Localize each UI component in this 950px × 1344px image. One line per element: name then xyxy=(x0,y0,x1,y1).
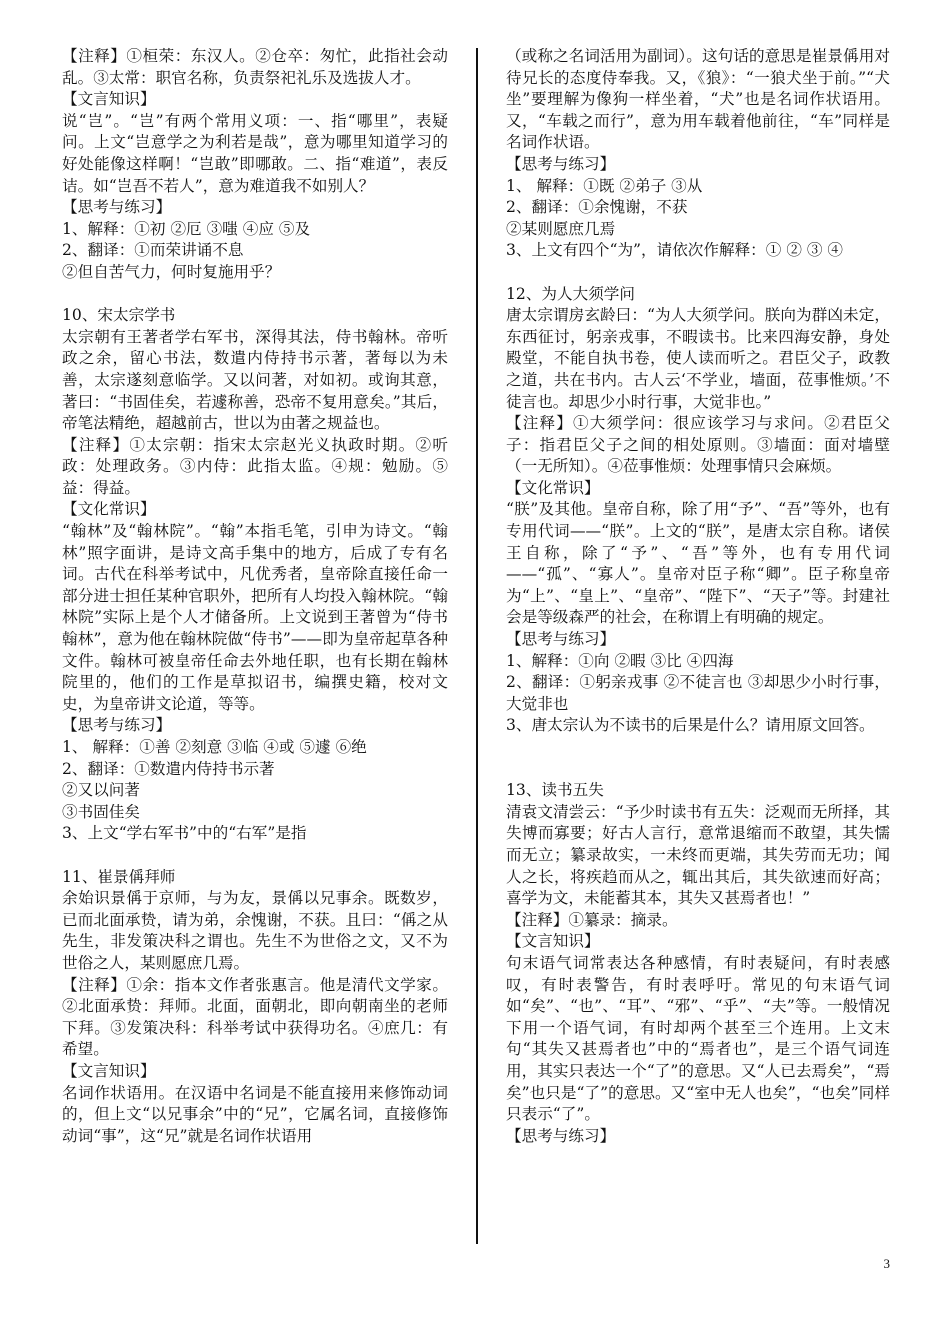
article-text: 唐太宗谓房玄龄曰：“为人大须学问。朕向为群凶未定，东西征讨，躬亲戎事，不暇读书。比来四海安静，身处殿堂，不能自执书卷，使人读而听之。君臣父子，政教之道，共在书内。古人云‘不学业，墙面，莅事惟烦。’不徒言也。却思少小时行事，大觉非也。” xyxy=(506,306,890,411)
exercise-line: 3、唐太宗认为不读书的后果是什么？请用原文回答。 xyxy=(506,716,875,735)
exercise-line: 2、翻译：①而荣讲诵不息 xyxy=(62,241,244,260)
paragraph: （或称之名词活用为副词）。这句话的意思是崔景偁用对待兄长的态度侍奉我。又，《狼》：“一狼犬坐于前。”“犬坐”要理解为像狗一样坐着，“犬”也是名词作状语用。又，“车载之而行”，意为用车载着他前往，“车”同样是名词作状语。 xyxy=(506,47,890,152)
article-title: 10、宋太宗学书 xyxy=(62,306,176,325)
section-heading: 【文言知识】 xyxy=(62,90,156,109)
paragraph: “朕”及其他。皇帝自称，除了用“予”、“吾”等外，也有专用代词——“朕”。上文的“朕”，是唐太宗自称。诸侯王自称，除了“予”、“吾”等外，也有专用代词——“孤”、“寡人”。皇帝对臣子称“卿”。臣子称皇帝为“上”、“皇上”、“皇帝”、“陛下”、“天子”等。封建社会是等级森严的社会，在称谓上有明确的规定。 xyxy=(506,500,890,627)
right-column xyxy=(506,46,890,1147)
section-heading: 【思考与练习】 xyxy=(506,154,616,173)
left-column xyxy=(62,46,448,1147)
spacer xyxy=(506,759,890,781)
section-heading: 【文言知识】 xyxy=(506,932,600,951)
article-text: 清袁文清尝云：“予少时读书有五失：泛观而无所择，其失博而寡要；好古人言行，意常退缩而不敢望，其失懦而无立；纂录故实，一未终而更端，其失劳而无功；闻人之长，将疾趋而从之，辄出其后，其失欲速而好高；喜学为文，未能蓄其本，其失又甚焉者也！” xyxy=(506,802,890,908)
section-heading: 【思考与练习】 xyxy=(506,630,616,649)
section-heading: 【思考与练习】 xyxy=(62,198,172,217)
exercise-line: 1、解释：①初 ②厄 ③嗤 ④应 ⑤及 xyxy=(62,219,311,238)
exercise-line: ②又以问著 xyxy=(62,781,140,800)
spacer xyxy=(62,845,448,867)
exercise-line: 1、解释：①向 ②暇 ③比 ④四海 xyxy=(506,651,734,670)
spacer xyxy=(506,737,890,759)
section-heading: 【思考与练习】 xyxy=(62,716,172,735)
exercise-line: 1、 解释：①既 ②弟子 ③从 xyxy=(506,176,703,195)
article-title: 13、读书五失 xyxy=(506,781,604,800)
exercise-line: ②某则愿庶几焉 xyxy=(506,219,616,238)
paragraph: 【注释】①余：指本文作者张惠言。他是清代文学家。②北面承贽：拜师。北面，面朝北，即向朝南坐的老师下拜。③发策决科：科举考试中获得功名。④庶几：有希望。 xyxy=(62,975,448,1059)
section-heading: 【文言知识】 xyxy=(62,1061,156,1080)
paragraph: 【注释】①太宗朝：指宋太宗赵光义执政时期。②听政：处理政务。③内侍：此指太监。④规：勉励。⑤益：得益。 xyxy=(62,435,448,497)
exercise-line: 3、上文“学右军书”中的“右军”是指 xyxy=(62,824,307,843)
paragraph: 名词作状语用。在汉语中名词是不能直接用来修饰动词的，但上文“以兄事余”中的“兄”，它属名词，直接修饰动词“事”，这“兄”就是名词作状语用 xyxy=(62,1083,448,1145)
article-title: 12、为人大须学问 xyxy=(506,284,635,303)
exercise-line: 1、 解释：①善 ②刻意 ③临 ④或 ⑤遽 ⑥绝 xyxy=(62,738,367,756)
column-divider xyxy=(476,48,478,1244)
section-heading: 【思考与练习】 xyxy=(506,1126,616,1145)
exercise-line: ③书固佳矣 xyxy=(62,802,140,821)
paragraph: “翰林”及“翰林院”。“翰”本指毛笔，引申为诗文。“翰林”照字面讲，是诗文高手集中的地方，后成了专有名词。古代在科举考试中，凡优秀者，皇帝除直接任命一部分进士担任某种官职外，把所有人均投入翰林院。“翰林院”实际上是个人才储备所。上文说到王著曾为“侍书翰林”，意为他在翰林院做“侍书”——即为皇帝起草各种文件。翰林可被皇帝任命去外地任职，也有长期在翰林院里的，他们的工作是草拟诏书，编撰史籍，校对文史，为皇帝讲文论道，等等。 xyxy=(62,522,448,713)
exercise-line: 2、翻译：①躬亲戎事 ②不徒言也 ③却思少小时行事，大觉非也 xyxy=(506,673,890,713)
paragraph: 【注释】①桓荣：东汉人。②仓卒：匆忙，此指社会动乱。③太常：职官名称，负责祭祀礼乐及选拔人才。 xyxy=(62,47,448,87)
exercise-line: ②但自苦气力，何时复施用乎？ xyxy=(62,262,281,281)
page-number: 3 xyxy=(883,1256,890,1271)
article-title: 11、崔景偁拜师 xyxy=(62,867,176,886)
exercise-line: 2、翻译：①数遣内侍持书示著 xyxy=(62,759,275,778)
paragraph: 【注释】①纂录：摘录。 xyxy=(506,910,678,929)
spacer xyxy=(62,284,448,306)
exercise-line: 2、翻译：①余愧谢，不获 xyxy=(506,198,688,217)
exercise-line: 3、上文有四个“为”，请依次作解释：① ② ③ ④ xyxy=(506,241,844,260)
paragraph: 说“岂”。“岂”有两个常用义项：一、指“哪里”，表疑问。上文“岂意学之为利若是哉”，意为哪里知道学习的好处能像这样啊！“岂敢”即哪敢。二、指“难道”，表反诘。如“岂吾不若人”，意为难道我不如别人？ xyxy=(62,111,448,195)
article-text: 余始识景偁于京师，与为友，景偁以兄事余。既数岁，已而北面承贽，请为弟，余愧谢，不获。且曰：“偁之从先生，非发策决科之谓也。先生不为世俗之文，又不为世俗之人，某则愿庶几焉。 xyxy=(62,889,448,972)
paragraph: 【注释】①大须学问：很应该学习与求问。②君臣父子：指君臣父子之间的相处原则。③墙面：面对墙壁（一无所知）。④莅事惟烦：处理事情只会麻烦。 xyxy=(506,414,890,476)
section-heading: 【文化常识】 xyxy=(62,500,156,519)
article-text: 太宗朝有王著者学右军书，深得其法，侍书翰林。帝听政之余，留心书法，数遣内侍持书示著，著每以为未善，太宗遂刻意临学。又以问著，对如初。或询其意，著曰：“书固佳矣，若遽称善，恐帝不复用意矣。”其后，帝笔法精绝，超越前古，世以为由著之规益也。 xyxy=(62,327,448,433)
section-heading: 【文化常识】 xyxy=(506,478,600,497)
paragraph: 句末语气词常表达各种感情，有时表疑问，有时表感叹，有时表警告，有时表呼吁。常见的句末语气词如“矣”、“也”、“耳”、“邪”、“乎”、“夫”等。一般情况下用一个语气词，有时却两个甚至三个连用。上文末句“其失又甚焉者也”中的“焉者也”，是三个语气词连用，其实只表达一个“了”的意思。又“人已去焉矣”，“焉矣”也只是“了”的意思。又“室中无人也矣”，“也矣”同样只表示“了”。 xyxy=(506,953,890,1124)
spacer xyxy=(506,262,890,284)
